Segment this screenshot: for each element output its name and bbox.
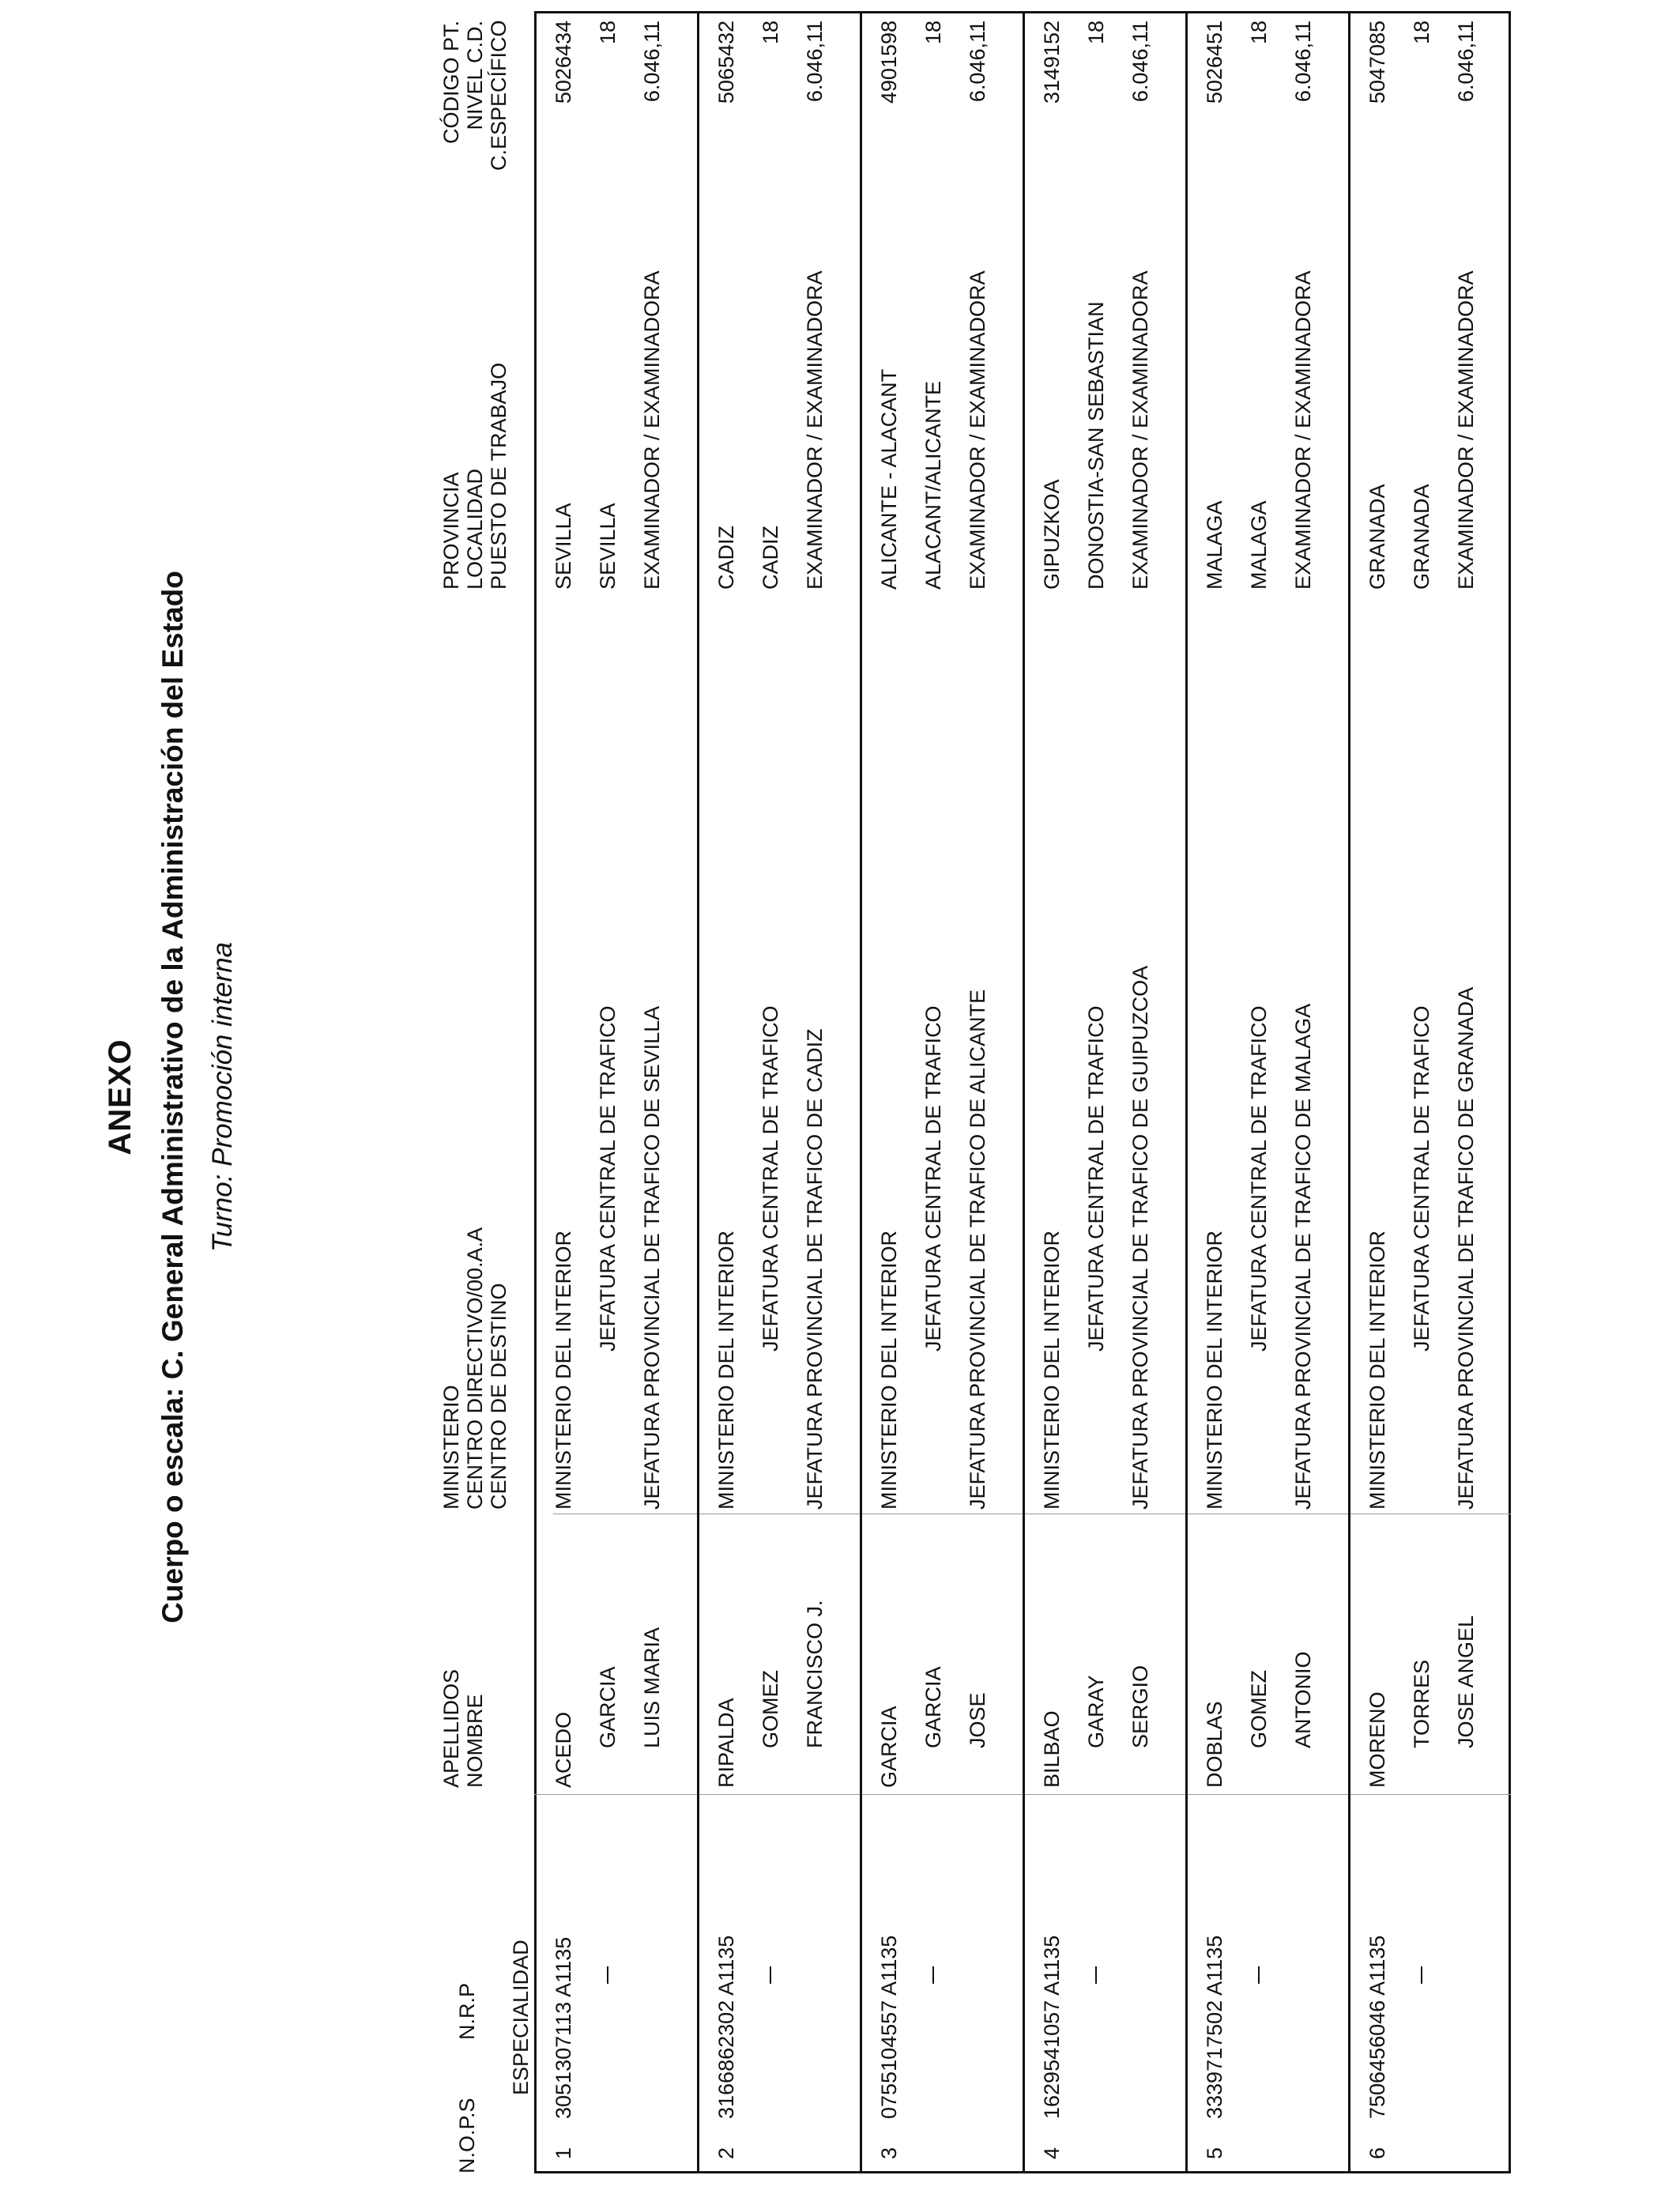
cell-centro-directivo: JEFATURA CENTRAL DE TRAFICO xyxy=(1410,1005,1433,1351)
header-apellidos-nombre xyxy=(439,1669,487,1788)
cell-apellido2: GARCIA xyxy=(921,1666,945,1748)
especialidad-dash xyxy=(607,1966,608,1984)
header-especialidad: ESPECIALIDAD xyxy=(509,1940,533,2095)
cell-provincia: SEVILLA xyxy=(552,503,575,590)
cell-nombre: LUIS MARIA xyxy=(640,1627,664,1748)
header-puesto: PUESTO DE TRABAJO xyxy=(487,362,510,590)
header-centro-destino: CENTRO DE DESTINO xyxy=(487,1283,510,1510)
cell-ministerio: MINISTERIO DEL INTERIOR xyxy=(1365,1230,1389,1510)
cell-centro-destino: JEFATURA PROVINCIAL DE TRAFICO DE GRANADA xyxy=(1454,986,1478,1510)
header-codigo-nivel-especifico xyxy=(439,21,510,171)
cell-apellido2: GOMEZ xyxy=(1247,1670,1271,1748)
cell-centro-destino: JEFATURA PROVINCIAL DE TRAFICO DE SEVILLA xyxy=(640,1005,664,1510)
cell-provincia: ALICANTE - ALACANT xyxy=(877,368,901,590)
row-separator xyxy=(697,11,699,2173)
cell-codigo: 5047085 xyxy=(1365,21,1389,104)
cell-nops: 2 xyxy=(714,2147,738,2159)
cell-nops: 5 xyxy=(1203,2147,1226,2159)
especialidad-dash xyxy=(1421,1966,1422,1984)
header-ministerio-centro xyxy=(439,1227,510,1510)
cell-localidad: SEVILLA xyxy=(596,503,620,590)
cell-ministerio: MINISTERIO DEL INTERIOR xyxy=(1203,1230,1226,1510)
cell-apellido1: BILBAO xyxy=(1040,1710,1064,1788)
cell-nops: 4 xyxy=(1040,2147,1064,2159)
cell-puesto: EXAMINADOR / EXAMINADORA xyxy=(803,270,827,590)
cell-nivel: 18 xyxy=(1084,21,1108,45)
cell-puesto: EXAMINADOR / EXAMINADORA xyxy=(1454,270,1478,590)
header-ministerio: MINISTERIO xyxy=(439,1385,463,1510)
cell-codigo: 3149152 xyxy=(1040,21,1064,104)
cell-nivel: 18 xyxy=(921,21,945,45)
cell-centro-directivo: JEFATURA CENTRAL DE TRAFICO xyxy=(759,1005,782,1351)
row-separator xyxy=(860,11,862,2173)
cell-nombre: JOSE ANGEL xyxy=(1454,1615,1478,1748)
cell-centro-destino: JEFATURA PROVINCIAL DE TRAFICO DE MALAGA xyxy=(1291,1003,1315,1510)
cell-apellido1: ACEDO xyxy=(552,1711,575,1788)
especialidad-dash xyxy=(770,1966,771,1984)
cell-centro-destino: JEFATURA PROVINCIAL DE TRAFICO DE ALICANTE xyxy=(966,989,989,1510)
cell-nops: 6 xyxy=(1365,2147,1389,2159)
cell-nivel: 18 xyxy=(759,21,782,45)
cell-nops: 1 xyxy=(552,2147,575,2159)
cell-nombre: JOSE xyxy=(966,1692,989,1748)
cell-apellido2: GARCIA xyxy=(596,1666,620,1748)
cell-apellido2: TORRES xyxy=(1410,1659,1433,1748)
cell-centro-destino: JEFATURA PROVINCIAL DE TRAFICO DE CADIZ xyxy=(803,1028,827,1510)
cell-nivel: 18 xyxy=(1410,21,1433,45)
cell-especifico: 6.046,11 xyxy=(803,21,827,103)
cell-localidad: MALAGA xyxy=(1247,500,1271,590)
cell-localidad: GRANADA xyxy=(1410,484,1433,590)
cell-nops: 3 xyxy=(877,2147,901,2159)
cell-ministerio: MINISTERIO DEL INTERIOR xyxy=(552,1230,575,1510)
header-localidad: LOCALIDAD xyxy=(463,468,487,590)
cell-nrp: 1629541057 A1135 xyxy=(1040,1935,1064,2119)
header-apellidos: APELLIDOS xyxy=(439,1668,463,1788)
cell-nrp: 3051307113 A1135 xyxy=(552,1936,575,2119)
cell-codigo: 4901598 xyxy=(877,21,901,104)
document-title: ANEXO xyxy=(103,1039,137,1155)
especialidad-dash xyxy=(1095,1966,1097,1984)
cell-puesto: EXAMINADOR / EXAMINADORA xyxy=(1128,270,1152,590)
cell-provincia: GIPUZKOA xyxy=(1040,479,1064,590)
cell-especifico: 6.046,11 xyxy=(1454,21,1478,103)
cell-localidad: CADIZ xyxy=(759,526,782,590)
row-separator xyxy=(1185,11,1188,2173)
cell-nrp: 3166862302 A1135 xyxy=(714,1935,738,2119)
row-separator xyxy=(1023,11,1025,2173)
cell-especifico: 6.046,11 xyxy=(1291,21,1315,103)
cell-centro-directivo: JEFATURA CENTRAL DE TRAFICO xyxy=(1247,1005,1271,1351)
cell-apellido1: GARCIA xyxy=(877,1706,901,1788)
cell-especifico: 6.046,11 xyxy=(966,21,989,103)
cell-nombre: SERGIO xyxy=(1128,1664,1152,1748)
cell-centro-directivo: JEFATURA CENTRAL DE TRAFICO xyxy=(596,1005,620,1351)
header-nombre: NOMBRE xyxy=(463,1694,487,1788)
cell-ministerio: MINISTERIO DEL INTERIOR xyxy=(877,1230,901,1510)
cell-provincia: GRANADA xyxy=(1365,484,1389,590)
document-subtitle: Cuerpo o escala: C. General Administrativo de la Administración del Estado xyxy=(156,571,189,1623)
cell-puesto: EXAMINADOR / EXAMINADORA xyxy=(966,270,989,590)
cell-puesto: EXAMINADOR / EXAMINADORA xyxy=(1291,270,1315,590)
cell-provincia: CADIZ xyxy=(714,526,738,590)
header-nops: N.O.P.S xyxy=(455,2098,479,2173)
cell-centro-directivo: JEFATURA CENTRAL DE TRAFICO xyxy=(921,1005,945,1351)
cell-ministerio: MINISTERIO DEL INTERIOR xyxy=(1040,1230,1064,1510)
cell-codigo: 5026451 xyxy=(1203,21,1226,104)
turno-label: Turno: Promoción interna xyxy=(207,941,238,1253)
header-provincia-localidad-puesto xyxy=(439,363,510,590)
cell-localidad: ALACANT/ALICANTE xyxy=(921,380,945,590)
header-nrp: N.R.P xyxy=(455,1982,479,2040)
especialidad-dash xyxy=(932,1966,934,1984)
header-centro-directivo: CENTRO DIRECTIVO/00.A.A xyxy=(463,1227,487,1510)
especialidad-dash xyxy=(1258,1966,1260,1984)
cell-centro-destino: JEFATURA PROVINCIAL DE TRAFICO DE GUIPUZCOA xyxy=(1128,965,1152,1510)
cell-especifico: 6.046,11 xyxy=(1128,21,1152,103)
cell-especifico: 6.046,11 xyxy=(640,21,664,103)
cell-nombre: FRANCISCO J. xyxy=(803,1600,827,1748)
cell-apellido1: MORENO xyxy=(1365,1691,1389,1788)
cell-apellido2: GOMEZ xyxy=(759,1670,782,1748)
header-codigo: CÓDIGO PT. xyxy=(439,21,463,145)
cell-nivel: 18 xyxy=(1247,21,1271,45)
cell-localidad: DONOSTIA-SAN SEBASTIAN xyxy=(1084,301,1108,590)
header-nivel: NIVEL C.D. xyxy=(463,21,487,130)
cell-nombre: ANTONIO xyxy=(1291,1651,1315,1748)
cell-apellido1: DOBLAS xyxy=(1203,1701,1226,1788)
row-separator xyxy=(1348,11,1350,2173)
cell-nrp: 3339717502 A1135 xyxy=(1203,1935,1226,2119)
cell-nrp: 7506456046 A1135 xyxy=(1365,1935,1389,2119)
cell-nrp: 0755104557 A1135 xyxy=(877,1935,901,2119)
header-provincia: PROVINCIA xyxy=(439,472,463,590)
cell-codigo: 5065432 xyxy=(714,21,738,104)
cell-provincia: MALAGA xyxy=(1203,500,1226,590)
header-especifico: C.ESPECÍFICO xyxy=(487,20,510,171)
cell-puesto: EXAMINADOR / EXAMINADORA xyxy=(640,270,664,590)
cell-codigo: 5026434 xyxy=(552,21,575,104)
cell-apellido2: GARAY xyxy=(1084,1675,1108,1748)
cell-centro-directivo: JEFATURA CENTRAL DE TRAFICO xyxy=(1084,1005,1108,1351)
cell-apellido1: RIPALDA xyxy=(714,1698,738,1788)
cell-ministerio: MINISTERIO DEL INTERIOR xyxy=(714,1230,738,1510)
cell-nivel: 18 xyxy=(596,21,620,45)
